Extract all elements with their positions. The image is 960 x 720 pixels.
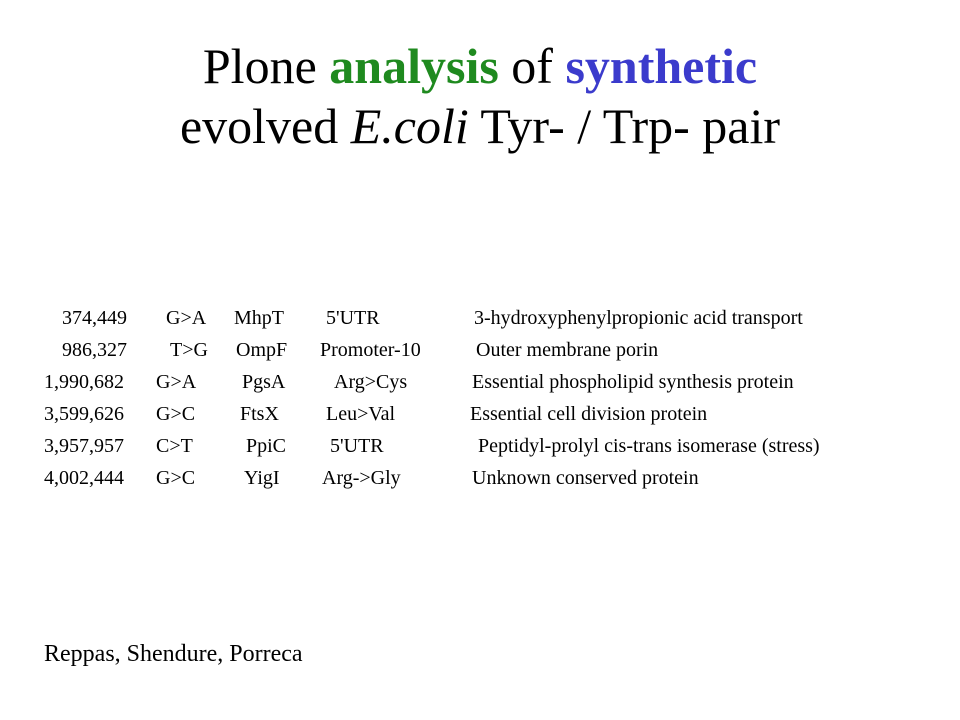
mutation-position: 4,002,444: [44, 467, 124, 489]
mutation-effect: 5'UTR: [326, 307, 380, 329]
mutation-row: [44, 398, 944, 430]
mutation-gene: OmpF: [236, 339, 288, 361]
mutation-change: T>G: [170, 339, 208, 361]
mutation-row: [44, 334, 944, 366]
mutation-effect: Arg>Cys: [334, 371, 408, 393]
mutation-change: C>T: [156, 435, 193, 457]
mutation-description: Essential phospholipid synthesis protein: [472, 371, 794, 393]
mutation-table: [44, 302, 944, 494]
mutation-effect: 5'UTR: [330, 435, 384, 457]
mutation-change: G>C: [156, 467, 196, 489]
mutation-effect: Promoter-10: [320, 339, 421, 361]
mutation-description: 3-hydroxyphenylpropionic acid transport: [474, 307, 803, 329]
mutation-change: G>A: [156, 371, 197, 393]
mutation-effect: Leu>Val: [326, 403, 396, 425]
mutation-description: Outer membrane porin: [476, 339, 659, 361]
mutation-position: 3,599,626: [44, 403, 124, 425]
title-word-of: of: [511, 38, 553, 94]
authors-credit: Reppas, Shendure, Porreca: [44, 641, 303, 667]
title-word-evolved: evolved: [179, 98, 339, 154]
mutation-row: [44, 462, 944, 494]
mutation-effect: Arg->Gly: [322, 467, 401, 489]
title-word-ecoli: E.coli: [350, 98, 469, 154]
title-word-analysis: analysis: [329, 38, 499, 94]
mutation-gene: MhpT: [234, 307, 284, 329]
mutation-description: Essential cell division protein: [470, 403, 708, 425]
title-word-pair: Tyr- / Trp- pair: [480, 98, 781, 154]
mutation-position: 986,327: [62, 339, 127, 361]
title-word-plone: Plone: [202, 38, 317, 94]
mutation-change: G>C: [156, 403, 196, 425]
mutation-change: G>A: [166, 307, 207, 329]
title-line-2: [0, 96, 960, 156]
mutation-row: [44, 302, 944, 334]
mutation-gene: YigI: [244, 467, 280, 489]
mutation-gene: PgsA: [242, 371, 286, 393]
mutation-row: [44, 366, 944, 398]
mutation-gene: PpiC: [246, 435, 287, 457]
slide-title: [0, 36, 960, 156]
mutation-row: [44, 430, 944, 462]
title-line-1: [0, 36, 960, 96]
mutation-position: 1,990,682: [44, 371, 124, 393]
mutation-position: 374,449: [62, 307, 127, 329]
mutation-description: Unknown conserved protein: [472, 467, 699, 489]
title-word-synthetic: synthetic: [565, 38, 758, 94]
mutation-description: Peptidyl-prolyl cis-trans isomerase (stress): [478, 435, 820, 457]
mutation-position: 3,957,957: [44, 435, 124, 457]
mutation-gene: FtsX: [240, 403, 279, 425]
